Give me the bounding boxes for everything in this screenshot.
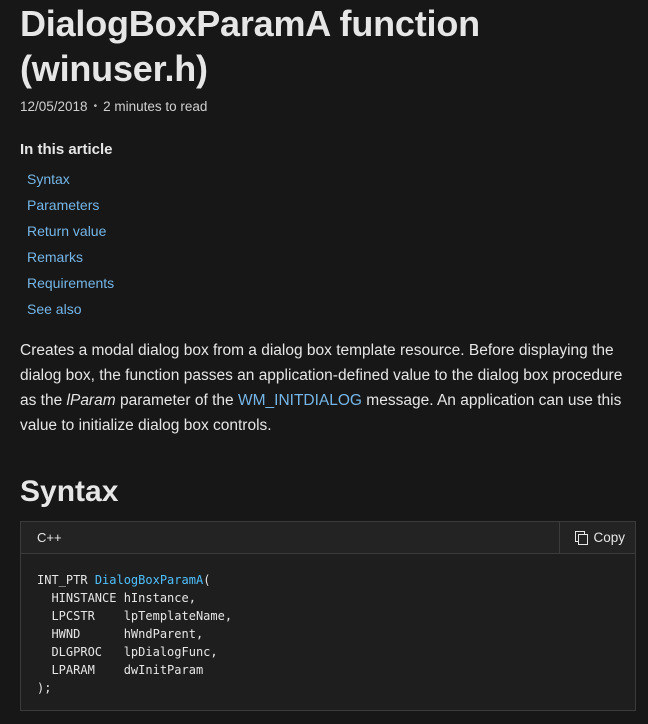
- read-time: 2 minutes to read: [103, 99, 208, 114]
- copy-button[interactable]: [559, 522, 635, 553]
- toc-link-syntax[interactable]: Syntax: [27, 171, 70, 187]
- toc-heading: In this article: [20, 141, 113, 158]
- article-metadata: [20, 99, 628, 114]
- metadata-separator: •: [93, 101, 98, 112]
- intro-text-1: Creates a modal dialog box from a dialog box template resource. Before displaying the dialog box, the function passes an application-defined value to the dialog box procedure as the: [20, 342, 623, 409]
- code-header: [21, 522, 635, 554]
- code-param-line: DLGPROC lpDialogFunc,: [37, 645, 218, 659]
- intro-paragraph: [20, 338, 636, 438]
- code-close: );: [37, 681, 52, 695]
- toc-link-requirements[interactable]: Requirements: [27, 275, 115, 291]
- lparam-emphasis: lParam: [66, 392, 116, 409]
- code-open-paren: (: [203, 573, 211, 587]
- table-of-contents: [20, 170, 628, 326]
- code-block: [20, 521, 636, 711]
- copy-icon: [575, 531, 588, 544]
- code-param-line: HINSTANCE hInstance,: [37, 591, 196, 605]
- toc-link-parameters[interactable]: Parameters: [27, 197, 100, 213]
- syntax-heading: Syntax: [20, 475, 119, 508]
- toc-link-remarks[interactable]: Remarks: [27, 249, 84, 265]
- wm-initdialog-link[interactable]: WM_INITDIALOG: [237, 392, 362, 409]
- code-content: [21, 554, 635, 697]
- code-function-name: DialogBoxParamA: [94, 573, 204, 587]
- code-return-type: INT_PTR: [37, 573, 88, 587]
- code-language-label: C++: [37, 530, 62, 545]
- intro-text-3: message. An application can use this value to initialize dialog box controls.: [20, 392, 622, 434]
- toc-link-see-also[interactable]: See also: [27, 301, 82, 317]
- page-title: DialogBoxParamA function (winuser.h): [20, 3, 480, 89]
- article-date: 12/05/2018: [20, 99, 88, 114]
- code-param-line: LPARAM dwInitParam: [37, 663, 204, 677]
- toc-link-return-value[interactable]: Return value: [27, 223, 107, 239]
- code-param-line: LPCSTR lpTemplateName,: [37, 609, 233, 623]
- copy-button-label: Copy: [593, 530, 625, 545]
- code-param-line: HWND hWndParent,: [37, 627, 204, 641]
- intro-text-2: parameter of the: [115, 392, 238, 409]
